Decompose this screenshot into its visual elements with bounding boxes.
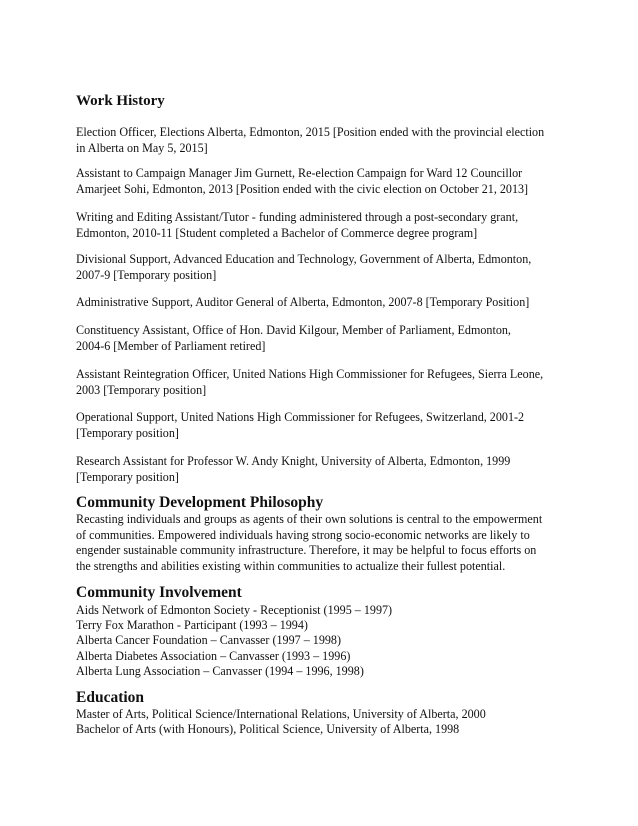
work-entry-line: Edmonton, 2010-11 [Student completed a Bachelor of Commerce degree program] — [76, 226, 478, 240]
list-item: Terry Fox Marathon - Participant (1993 – 1994) — [76, 618, 308, 633]
education-heading: Education — [76, 689, 145, 706]
work-entry — [76, 165, 568, 197]
work-entry — [76, 453, 568, 485]
work-entry-line: Divisional Support, Advanced Education and Technology, Government of Alberta, Edmonton, — [76, 252, 532, 266]
work-entry — [76, 322, 568, 354]
work-entry-line: Operational Support, United Nations High Commissioner for Refugees, Switzerland, 2001-2 — [76, 410, 525, 424]
philosophy-line: engender sustainable community infrastructure. Therefore, it may be helpful to focus efforts on — [76, 543, 537, 557]
list-item: Bachelor of Arts (with Honours), Political Science, University of Alberta, 1998 — [76, 722, 460, 737]
education-list — [76, 707, 568, 737]
work-entry-line: 2004-6 [Member of Parliament retired] — [76, 339, 266, 353]
work-entry-line: in Alberta on May 5, 2015] — [76, 141, 208, 155]
list-item: Master of Arts, Political Science/International Relations, University of Alberta, 2000 — [76, 707, 486, 721]
list-item: Alberta Lung Association – Canvasser (1994 – 1996, 1998) — [76, 663, 364, 678]
work-entry — [76, 294, 568, 310]
list-item: Alberta Diabetes Association – Canvasser (1993 – 1996) — [76, 648, 351, 663]
work-entry-line: [Temporary position] — [76, 470, 179, 484]
philosophy-heading: Community Development Philosophy — [76, 494, 324, 511]
list-item: Alberta Cancer Foundation – Canvasser (1997 – 1998) — [76, 633, 341, 648]
work-entry-line: Writing and Editing Assistant/Tutor - funding administered through a post-secondary grant, — [76, 210, 519, 224]
work-history-heading: Work History — [76, 93, 165, 109]
work-entry-line: Election Officer, Elections Alberta, Edmonton, 2015 [Position ended with the provincial election — [76, 125, 545, 139]
philosophy-paragraph — [76, 512, 568, 574]
work-entry-line: Assistant Reintegration Officer, United Nations High Commissioner for Refugees, Sierra Leone, — [76, 367, 544, 381]
philosophy-line: of communities. Empowered individuals having strong socio-economic networks are likely to — [76, 527, 530, 542]
work-entry-line: Assistant to Campaign Manager Jim Gurnett, Re-election Campaign for Ward 12 Councillor — [76, 166, 523, 180]
work-entry — [76, 124, 568, 156]
philosophy-line: Recasting individuals and groups as agents of their own solutions is central to the empowerment — [76, 512, 543, 526]
work-entry-line: 2003 [Temporary position] — [76, 383, 207, 397]
work-entry-line: Constituency Assistant, Office of Hon. David Kilgour, Member of Parliament, Edmonton, — [76, 323, 511, 337]
work-entry — [76, 366, 568, 398]
work-entry — [76, 409, 568, 441]
work-entry-line: Research Assistant for Professor W. Andy Knight, University of Alberta, Edmonton, 1999 — [76, 454, 511, 468]
philosophy-line: the strengths and abilities existing within communities to actualize their fullest potential. — [76, 558, 506, 573]
work-entry — [76, 209, 568, 241]
work-entry-line: 2007-9 [Temporary position] — [76, 268, 217, 282]
work-entry-line: [Temporary position] — [76, 426, 179, 440]
list-item: Aids Network of Edmonton Society - Receptionist (1995 – 1997) — [76, 603, 393, 617]
work-entry-line: Amarjeet Sohi, Edmonton, 2013 [Position ended with the civic election on October 21, 2013] — [76, 182, 529, 196]
involvement-heading: Community Involvement — [76, 584, 242, 601]
work-entry — [76, 251, 568, 283]
involvement-list — [76, 603, 568, 679]
work-entry-line: Administrative Support, Auditor General of Alberta, Edmonton, 2007-8 [Temporary Position] — [76, 295, 530, 309]
